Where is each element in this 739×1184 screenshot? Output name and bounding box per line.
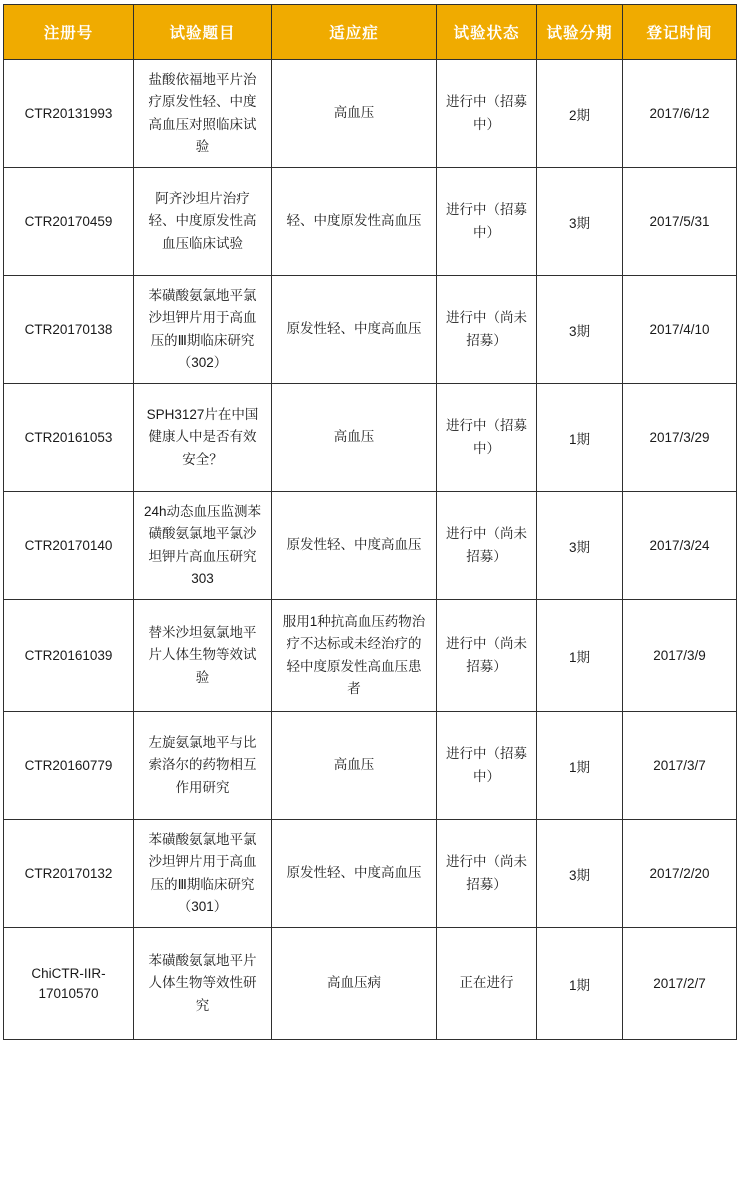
table-row (4, 600, 737, 712)
cell-trial-title: 替米沙坦氨氯地平片人体生物等效试验 (134, 600, 272, 712)
cell-trial-phase: 3期 (537, 492, 623, 600)
cell-registration-date: 2017/2/20 (623, 820, 737, 928)
table-row (4, 820, 737, 928)
column-header-trial-phase: 试验分期 (537, 5, 623, 60)
cell-indication: 原发性轻、中度高血压 (272, 820, 437, 928)
cell-registration-number: ChiCTR-IIR-17010570 (4, 928, 134, 1040)
table-row (4, 712, 737, 820)
cell-registration-date: 2017/4/10 (623, 276, 737, 384)
cell-trial-title: 苯磺酸氨氯地平氯沙坦钾片用于高血压的Ⅲ期临床研究（301） (134, 820, 272, 928)
cell-trial-phase: 1期 (537, 600, 623, 712)
cell-registration-number: CTR20170132 (4, 820, 134, 928)
cell-trial-title: 左旋氨氯地平与比索洛尔的药物相互作用研究 (134, 712, 272, 820)
cell-indication: 高血压 (272, 712, 437, 820)
cell-trial-status: 进行中（招募中） (437, 712, 537, 820)
cell-trial-status: 进行中（尚未招募） (437, 820, 537, 928)
cell-registration-date: 2017/2/7 (623, 928, 737, 1040)
cell-registration-number: CTR20161053 (4, 384, 134, 492)
cell-indication: 高血压 (272, 60, 437, 168)
cell-trial-status: 进行中（尚未招募） (437, 492, 537, 600)
cell-registration-number: CTR20170138 (4, 276, 134, 384)
table-row (4, 168, 737, 276)
cell-trial-status: 进行中（招募中） (437, 60, 537, 168)
table-row (4, 276, 737, 384)
clinical-trial-table (3, 4, 737, 1040)
cell-registration-date: 2017/3/29 (623, 384, 737, 492)
table-header (4, 5, 737, 60)
cell-trial-title: 阿齐沙坦片治疗轻、中度原发性高血压临床试验 (134, 168, 272, 276)
cell-trial-phase: 1期 (537, 712, 623, 820)
cell-trial-status: 正在进行 (437, 928, 537, 1040)
table-row (4, 60, 737, 168)
column-header-registration-number: 注册号 (4, 5, 134, 60)
cell-indication: 原发性轻、中度高血压 (272, 276, 437, 384)
column-header-registration-date: 登记时间 (623, 5, 737, 60)
table-row (4, 492, 737, 600)
cell-trial-phase: 2期 (537, 60, 623, 168)
table-row (4, 928, 737, 1040)
cell-indication: 原发性轻、中度高血压 (272, 492, 437, 600)
cell-registration-date: 2017/3/7 (623, 712, 737, 820)
cell-trial-title: 盐酸依福地平片治疗原发性轻、中度高血压对照临床试验 (134, 60, 272, 168)
cell-trial-title: 24h动态血压监测苯磺酸氨氯地平氯沙坦钾片高血压研究303 (134, 492, 272, 600)
cell-trial-phase: 3期 (537, 820, 623, 928)
cell-trial-phase: 1期 (537, 928, 623, 1040)
cell-registration-number: CTR20160779 (4, 712, 134, 820)
cell-indication: 高血压 (272, 384, 437, 492)
cell-trial-phase: 3期 (537, 276, 623, 384)
cell-indication: 轻、中度原发性高血压 (272, 168, 437, 276)
cell-indication: 服用1种抗高血压药物治疗不达标或未经治疗的轻中度原发性高血压患者 (272, 600, 437, 712)
cell-trial-status: 进行中（尚未招募） (437, 276, 537, 384)
cell-trial-phase: 1期 (537, 384, 623, 492)
cell-registration-date: 2017/6/12 (623, 60, 737, 168)
cell-indication: 高血压病 (272, 928, 437, 1040)
column-header-trial-title: 试验题目 (134, 5, 272, 60)
cell-trial-status: 进行中（招募中） (437, 168, 537, 276)
cell-trial-status: 进行中（尚未招募） (437, 600, 537, 712)
cell-trial-title: 苯磺酸氨氯地平氯沙坦钾片用于高血压的Ⅲ期临床研究（302） (134, 276, 272, 384)
cell-registration-date: 2017/3/9 (623, 600, 737, 712)
cell-registration-number: CTR20170459 (4, 168, 134, 276)
column-header-indication: 适应症 (272, 5, 437, 60)
cell-trial-status: 进行中（招募中） (437, 384, 537, 492)
cell-registration-number: CTR20161039 (4, 600, 134, 712)
column-header-trial-status: 试验状态 (437, 5, 537, 60)
cell-trial-title: SPH3127片在中国健康人中是否有效安全？ (134, 384, 272, 492)
table-body (4, 60, 737, 1040)
cell-registration-number: CTR20131993 (4, 60, 134, 168)
cell-trial-phase: 3期 (537, 168, 623, 276)
cell-registration-date: 2017/3/24 (623, 492, 737, 600)
table-row (4, 384, 737, 492)
cell-registration-number: CTR20170140 (4, 492, 134, 600)
cell-registration-date: 2017/5/31 (623, 168, 737, 276)
cell-trial-title: 苯磺酸氨氯地平片人体生物等效性研究 (134, 928, 272, 1040)
table-header-row (4, 5, 737, 60)
